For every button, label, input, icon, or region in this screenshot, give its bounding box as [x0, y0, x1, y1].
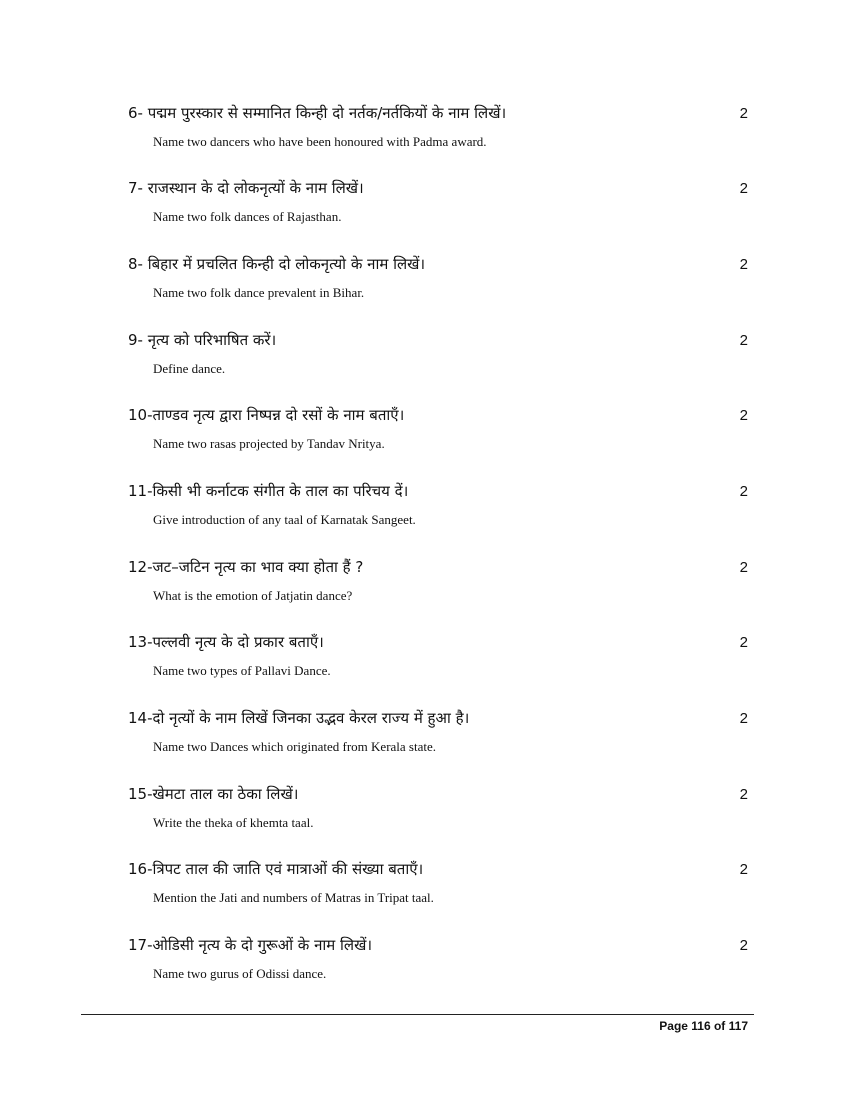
question-marks: 2: [739, 483, 748, 500]
question-marks: 2: [739, 710, 748, 727]
question-14: [128, 708, 750, 768]
question-english: Name two gurus of Odissi dance.: [153, 966, 327, 981]
question-english: Name two types of Pallavi Dance.: [153, 663, 331, 678]
question-8: [128, 254, 750, 314]
question-hindi: 14-दो नृत्यों के नाम लिखें जिनका उद्भव केरल राज्य में हुआ है।: [128, 709, 470, 727]
question-10: [128, 405, 750, 465]
page-number: Page 116 of 117: [659, 1019, 748, 1033]
question-english: Write the theka of khemta taal.: [153, 815, 314, 830]
question-7: [128, 178, 750, 238]
question-17: [128, 935, 750, 995]
question-marks: 2: [739, 180, 748, 197]
question-hindi: 9- नृत्य को परिभाषित करें।: [128, 331, 277, 349]
question-english: Define dance.: [153, 361, 226, 376]
question-11: [128, 481, 750, 541]
footer-divider: [81, 1014, 754, 1015]
question-marks: 2: [739, 634, 748, 651]
question-english: Give introduction of any taal of Karnatak Sangeet.: [153, 512, 416, 527]
question-marks: 2: [739, 861, 748, 878]
question-marks: 2: [739, 105, 748, 122]
question-hindi: 17-ओडिसी नृत्य के दो गुरूओं के नाम लिखें।: [128, 936, 373, 954]
question-english: Name two folk dance prevalent in Bihar.: [153, 285, 365, 300]
question-marks: 2: [739, 786, 748, 803]
question-16: [128, 859, 750, 919]
question-marks: 2: [739, 256, 748, 273]
question-marks: 2: [739, 937, 748, 954]
question-marks: 2: [739, 407, 748, 424]
question-english: Name two folk dances of Rajasthan.: [153, 209, 342, 224]
question-hindi: 12-जट–जटिन नृत्य का भाव क्या होता हैं ?: [128, 558, 364, 576]
question-9: [128, 330, 750, 390]
question-english: Name two dancers who have been honoured with Padma award.: [153, 134, 487, 149]
question-6: [128, 103, 750, 163]
question-hindi: 16-त्रिपट ताल की जाति एवं मात्राओं की संख्या बताएँ।: [128, 860, 424, 878]
question-marks: 2: [739, 559, 748, 576]
question-english: Name two rasas projected by Tandav Nritya.: [153, 436, 385, 451]
question-marks: 2: [739, 332, 748, 349]
question-13: [128, 632, 750, 692]
question-hindi: 11-किसी भी कर्नाटक संगीत के ताल का परिचय दें।: [128, 482, 409, 500]
question-hindi: 13-पल्लवी नृत्य के दो प्रकार बताएँ।: [128, 633, 324, 651]
question-english: Mention the Jati and numbers of Matras in Tripat taal.: [153, 890, 434, 905]
question-12: [128, 557, 750, 617]
question-15: [128, 784, 750, 844]
question-hindi: 7- राजस्थान के दो लोकनृत्यों के नाम लिखें।: [128, 179, 364, 197]
question-hindi: 15-खेमटा ताल का ठेका लिखें।: [128, 785, 299, 803]
question-english: Name two Dances which originated from Kerala state.: [153, 739, 437, 754]
question-english: What is the emotion of Jatjatin dance?: [153, 588, 353, 603]
question-hindi: 8- बिहार में प्रचलित किन्ही दो लोकनृत्यो के नाम लिखें।: [128, 255, 426, 273]
question-hindi: 10-ताण्डव नृत्य द्वारा निष्पन्न दो रसों के नाम बताएँ।: [128, 406, 405, 424]
question-hindi: 6- पद्मम पुरस्कार से सम्मानित किन्ही दो नर्तक/नर्तकियों के नाम लिखें।: [128, 104, 507, 122]
